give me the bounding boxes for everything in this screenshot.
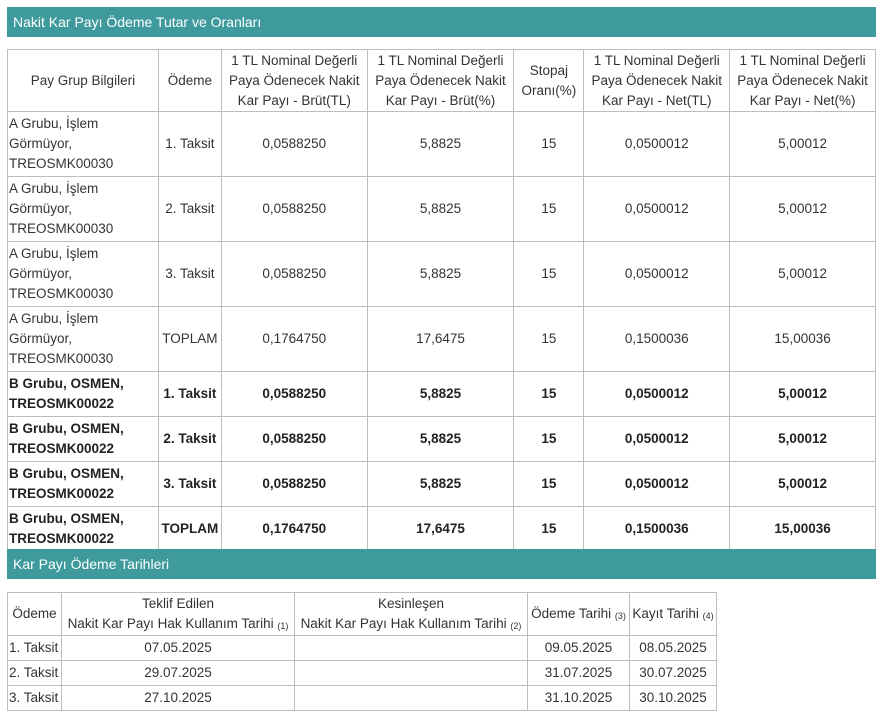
cell-odeme-tarihi: 31.10.2025 (528, 686, 630, 711)
table-row (8, 507, 876, 552)
footnote-4: (4) (702, 610, 714, 621)
table-row (8, 372, 876, 417)
cell-group: B Grubu, OSMEN, TREOSMK00022 (8, 462, 159, 507)
cell-brut-pct: 5,8825 (367, 112, 514, 177)
table-row (8, 686, 717, 711)
table-header-row (8, 50, 876, 112)
footnote-2: (2) (510, 620, 522, 631)
cell-stopaj: 15 (514, 372, 584, 417)
table-row (8, 112, 876, 177)
cell-odeme: 1. Taksit (158, 112, 221, 177)
cell-net-pct: 5,00012 (730, 372, 876, 417)
footnote-3: (3) (614, 610, 626, 621)
cell-kesin (295, 636, 528, 661)
cell-odeme: 2. Taksit (158, 417, 221, 462)
table-row (8, 636, 717, 661)
cell-brut-tl: 0,0588250 (221, 462, 367, 507)
cell-stopaj: 15 (514, 177, 584, 242)
cell-teklif: 29.07.2025 (62, 661, 295, 686)
header-teklif (62, 593, 295, 636)
cell-brut-tl: 0,0588250 (221, 177, 367, 242)
cell-stopaj: 15 (514, 462, 584, 507)
table-header-row (8, 593, 717, 636)
cell-brut-pct: 5,8825 (367, 177, 514, 242)
table-row (8, 242, 876, 307)
cell-odeme: TOPLAM (158, 307, 221, 372)
cell-brut-tl: 0,1764750 (221, 507, 367, 552)
cell-net-tl: 0,0500012 (584, 112, 730, 177)
cell-brut-tl: 0,1764750 (221, 307, 367, 372)
cell-net-tl: 0,0500012 (584, 177, 730, 242)
cell-kesin (295, 686, 528, 711)
header-kesin-line2 (296, 614, 526, 635)
cell-stopaj: 15 (514, 307, 584, 372)
cell-group: B Grubu, OSMEN, TREOSMK00022 (8, 507, 159, 552)
cell-teklif: 27.10.2025 (62, 686, 295, 711)
cell-net-tl: 0,1500036 (584, 507, 730, 552)
cell-stopaj: 15 (514, 112, 584, 177)
cell-brut-pct: 5,8825 (367, 372, 514, 417)
header-pay-grup: Pay Grup Bilgileri (8, 50, 159, 112)
cell-net-pct: 15,00036 (730, 307, 876, 372)
cell-odeme: 2. Taksit (158, 177, 221, 242)
header-net-tl: 1 TL Nominal Değerli Paya Ödenecek Nakit Kar Payı - Net(TL) (584, 50, 730, 112)
cell-odeme: 3. Taksit (158, 462, 221, 507)
cell-net-pct: 5,00012 (730, 112, 876, 177)
cell-kayit-tarihi: 30.07.2025 (630, 661, 717, 686)
cell-kesin (295, 661, 528, 686)
dividend-amounts-table (7, 49, 876, 552)
header-odeme-tarihi-label: Ödeme Tarihi (531, 605, 612, 621)
table-row (8, 462, 876, 507)
header-kesin-line1: Kesinleşen (377, 595, 445, 611)
cell-odeme: 1. Taksit (158, 372, 221, 417)
cell-net-tl: 0,0500012 (584, 372, 730, 417)
header-odeme (8, 593, 62, 636)
cell-group: B Grubu, OSMEN, TREOSMK00022 (8, 417, 159, 462)
header-net-pct: 1 TL Nominal Değerli Paya Ödenecek Nakit Kar Payı - Net(%) (730, 50, 876, 112)
cell-brut-pct: 5,8825 (367, 462, 514, 507)
cell-odeme: 2. Taksit (8, 661, 62, 686)
cell-net-pct: 5,00012 (730, 462, 876, 507)
cell-group: A Grubu, İşlem Görmüyor, TREOSMK00030 (8, 307, 159, 372)
header-teklif-line1: Teklif Edilen (141, 595, 215, 611)
cell-odeme: 3. Taksit (8, 686, 62, 711)
header-teklif-line2 (63, 614, 293, 635)
footnote-1: (1) (277, 620, 289, 631)
header-kayit-tarihi-label: Kayıt Tarihi (632, 605, 699, 621)
table-row (8, 661, 717, 686)
cell-net-pct: 15,00036 (730, 507, 876, 552)
table-row (8, 177, 876, 242)
cell-brut-tl: 0,0588250 (221, 417, 367, 462)
cell-group: A Grubu, İşlem Görmüyor, TREOSMK00030 (8, 242, 159, 307)
header-odeme-tarihi (528, 593, 630, 636)
header-odeme-label: Ödeme (12, 606, 57, 621)
section-title-dates: Kar Payı Ödeme Tarihleri (7, 549, 876, 579)
cell-group: A Grubu, İşlem Görmüyor, TREOSMK00030 (8, 112, 159, 177)
cell-teklif: 07.05.2025 (62, 636, 295, 661)
cell-brut-pct: 5,8825 (367, 242, 514, 307)
cell-net-tl: 0,0500012 (584, 417, 730, 462)
header-teklif-label: Nakit Kar Payı Hak Kullanım Tarihi (67, 615, 274, 631)
table-row (8, 307, 876, 372)
cell-odeme-tarihi: 31.07.2025 (528, 661, 630, 686)
cell-net-pct: 5,00012 (730, 417, 876, 462)
cell-net-pct: 5,00012 (730, 177, 876, 242)
cell-kayit-tarihi: 08.05.2025 (630, 636, 717, 661)
header-stopaj: Stopaj Oranı(%) (514, 50, 584, 112)
section-title-amounts: Nakit Kar Payı Ödeme Tutar ve Oranları (7, 7, 876, 37)
cell-brut-tl: 0,0588250 (221, 112, 367, 177)
cell-brut-tl: 0,0588250 (221, 242, 367, 307)
cell-group: B Grubu, OSMEN, TREOSMK00022 (8, 372, 159, 417)
header-brut-tl: 1 TL Nominal Değerli Paya Ödenecek Nakit Kar Payı - Brüt(TL) (221, 50, 367, 112)
cell-odeme: 3. Taksit (158, 242, 221, 307)
header-kesin (295, 593, 528, 636)
cell-brut-pct: 17,6475 (367, 507, 514, 552)
cell-brut-pct: 17,6475 (367, 307, 514, 372)
table-row (8, 417, 876, 462)
cell-stopaj: 15 (514, 417, 584, 462)
cell-net-tl: 0,0500012 (584, 462, 730, 507)
cell-net-pct: 5,00012 (730, 242, 876, 307)
cell-odeme: TOPLAM (158, 507, 221, 552)
cell-odeme: 1. Taksit (8, 636, 62, 661)
cell-brut-pct: 5,8825 (367, 417, 514, 462)
cell-stopaj: 15 (514, 507, 584, 552)
cell-group: A Grubu, İşlem Görmüyor, TREOSMK00030 (8, 177, 159, 242)
payment-dates-table (7, 592, 717, 711)
cell-odeme-tarihi: 09.05.2025 (528, 636, 630, 661)
header-kayit-tarihi (630, 593, 717, 636)
cell-net-tl: 0,0500012 (584, 242, 730, 307)
header-kesin-label: Nakit Kar Payı Hak Kullanım Tarihi (300, 615, 507, 631)
cell-kayit-tarihi: 30.10.2025 (630, 686, 717, 711)
cell-net-tl: 0,1500036 (584, 307, 730, 372)
cell-brut-tl: 0,0588250 (221, 372, 367, 417)
header-odeme: Ödeme (158, 50, 221, 112)
header-brut-pct: 1 TL Nominal Değerli Paya Ödenecek Nakit Kar Payı - Brüt(%) (367, 50, 514, 112)
cell-stopaj: 15 (514, 242, 584, 307)
